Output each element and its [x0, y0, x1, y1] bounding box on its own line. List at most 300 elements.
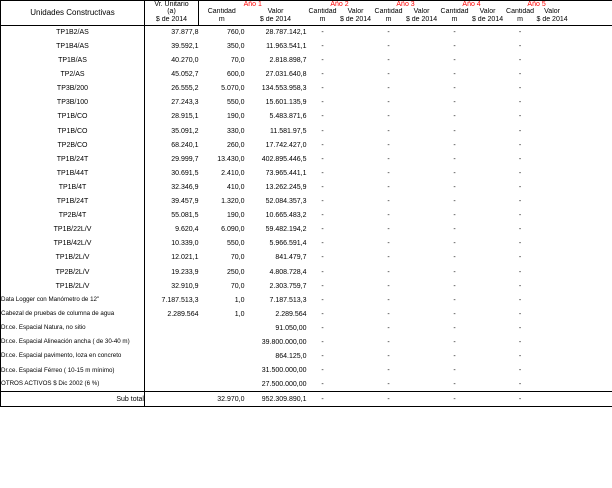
row-y2-valor: [339, 350, 373, 364]
row-unidad: TP1B/2L/V: [1, 251, 145, 265]
row-y3-cantidad: -: [387, 254, 390, 262]
row-y4-cantidad: -: [453, 367, 456, 375]
row-y2-valor: [339, 26, 373, 40]
row-y4-cantidad: -: [453, 71, 456, 79]
total-label: Sub total: [1, 392, 145, 407]
header-vr-unitario-line3: $ de 2014: [145, 16, 199, 23]
row-unidad: Dr.ce. Espacial Alineación ancha ( de 30-40 m): [1, 336, 145, 350]
row-y4-valor: [471, 209, 505, 223]
row-y2-cantidad: -: [321, 29, 324, 37]
row-y3-valor: [405, 265, 439, 279]
header-y2-unit: m: [319, 15, 326, 23]
row-vr-unitario: 55.081,5: [171, 212, 199, 220]
row-y5-valor: [536, 68, 569, 82]
row-y2-valor: [339, 322, 373, 336]
header-y4-unit: m: [451, 15, 458, 23]
table-row: [1, 138, 612, 152]
row-y3-valor: [405, 322, 439, 336]
row-y4-valor: [471, 265, 505, 279]
row-cantidad: 1.320,0: [221, 198, 245, 206]
row-y2-cantidad: -: [321, 85, 324, 93]
header-y5-unit: m: [517, 15, 523, 23]
table-row-extra: [1, 307, 612, 321]
row-y5-cantidad: -: [518, 43, 522, 50]
row-cantidad: 70,0: [230, 254, 245, 262]
row-y2-cantidad: -: [321, 268, 324, 276]
row-valor: 27.500.000,00: [261, 381, 307, 388]
table-row: [1, 251, 612, 265]
header-y4-cantidad: Cantidad: [440, 8, 469, 16]
row-spacer-1: [569, 195, 591, 209]
row-y3-valor: [405, 279, 439, 293]
row-y4-cantidad: -: [453, 324, 456, 332]
row-y5-cantidad: -: [518, 127, 522, 135]
row-y2-valor: [339, 152, 373, 166]
row-y5-valor: [536, 336, 569, 350]
table-total-row: [1, 392, 612, 407]
row-y3-cantidad: -: [387, 155, 390, 163]
row-y5-cantidad: -: [518, 113, 522, 121]
row-y4-cantidad: -: [453, 141, 456, 149]
row-spacer-1: [569, 138, 591, 152]
table-row-extra: [1, 336, 612, 350]
row-vr-unitario: 19.233,9: [171, 268, 199, 276]
row-y3-cantidad: -: [387, 113, 390, 121]
header-year-1: Año 1: [243, 1, 262, 8]
row-y5-cantidad: -: [518, 282, 522, 290]
row-spacer-1: [569, 223, 591, 237]
row-y5-cantidad: -: [518, 57, 522, 65]
row-y4-valor: [471, 96, 505, 110]
row-spacer-2: [591, 82, 612, 96]
row-vr-unitario: 7.187.513,3: [161, 296, 199, 304]
row-cantidad: 350,0: [226, 43, 245, 50]
row-y2-valor: [339, 209, 373, 223]
header-y2-cantidad: Cantidad: [308, 8, 337, 16]
row-y2-cantidad: -: [321, 310, 324, 318]
row-unidad: TP2B/2L/V: [1, 265, 145, 279]
total-spacer-1: [569, 392, 591, 407]
row-y5-cantidad: -: [518, 85, 522, 93]
row-y4-cantidad: -: [453, 212, 456, 220]
row-y4-cantidad: -: [453, 99, 456, 107]
row-valor: 39.800.000,00: [261, 338, 307, 346]
header-y4-currency: $ de 2014: [471, 15, 504, 23]
row-y5-cantidad: -: [518, 381, 522, 388]
row-vr-unitario: [145, 350, 199, 364]
row-y3-valor: [405, 293, 439, 307]
row-vr-unitario: 26.555,2: [171, 85, 199, 93]
total-cantidad: 32.970,0: [217, 395, 245, 403]
row-cantidad: 260,0: [226, 141, 245, 149]
row-spacer-1: [569, 322, 591, 336]
row-y2-cantidad: -: [321, 71, 324, 79]
row-y5-cantidad: -: [518, 367, 522, 375]
spacer-col-2: [591, 1, 612, 9]
row-cantidad: [199, 378, 245, 392]
row-y2-valor: [339, 110, 373, 124]
row-y4-valor: [471, 378, 505, 392]
row-y4-cantidad: -: [453, 282, 456, 290]
row-spacer-2: [591, 54, 612, 68]
row-cantidad: 250,0: [226, 268, 245, 276]
row-y2-valor: [339, 82, 373, 96]
row-y4-cantidad: -: [453, 353, 456, 361]
row-vr-unitario: [145, 378, 199, 392]
row-spacer-2: [591, 265, 612, 279]
row-y3-valor: [405, 251, 439, 265]
header-y1-currency: $ de 2014: [259, 15, 292, 23]
row-y3-cantidad: -: [387, 226, 390, 234]
row-valor: 11.963.541,1: [266, 43, 307, 50]
row-y3-valor: [405, 166, 439, 180]
table-row: [1, 96, 612, 110]
row-valor: 28.787.142,1: [265, 29, 307, 37]
row-cantidad: 2.410,0: [221, 169, 245, 177]
row-y5-cantidad: -: [518, 71, 522, 79]
row-valor: 2.289.564: [275, 310, 307, 318]
row-spacer-2: [591, 40, 612, 54]
row-spacer-1: [569, 54, 591, 68]
row-spacer-2: [591, 124, 612, 138]
row-y3-cantidad: -: [387, 183, 390, 191]
row-y3-cantidad: -: [387, 367, 390, 375]
row-y2-cantidad: -: [321, 57, 324, 65]
row-y4-valor: [471, 40, 505, 54]
row-valor: 31.500.000,00: [261, 367, 307, 375]
row-y3-cantidad: -: [387, 310, 390, 318]
row-vr-unitario: 37.877,8: [171, 29, 199, 37]
row-valor: 5.966.591,4: [269, 240, 307, 248]
header-y2-currency: $ de 2014: [339, 15, 372, 23]
row-spacer-1: [569, 152, 591, 166]
row-spacer-1: [569, 336, 591, 350]
row-unidad: TP3B/100: [1, 96, 145, 110]
row-y3-valor: [405, 110, 439, 124]
row-y3-cantidad: -: [387, 212, 390, 220]
row-unidad: OTROS ACTIVOS $ Dic 2002 (6 %): [1, 378, 145, 392]
table-row: [1, 124, 612, 138]
header-y1-unit: m: [218, 15, 225, 23]
row-spacer-1: [569, 68, 591, 82]
row-unidad: TP1B/22L/V: [1, 223, 145, 237]
row-vr-unitario: 10.339,0: [171, 240, 199, 248]
total-vr-unitario: [145, 392, 199, 407]
row-y2-cantidad: -: [321, 353, 324, 361]
row-y2-valor: [339, 195, 373, 209]
row-y2-cantidad: -: [321, 183, 324, 191]
row-cantidad: 6.090,0: [221, 226, 245, 234]
row-cantidad: 410,0: [226, 183, 245, 191]
row-unidad: TP1B/2L/V: [1, 279, 145, 293]
row-y5-valor: [536, 152, 569, 166]
table-row: [1, 195, 612, 209]
row-y4-valor: [471, 350, 505, 364]
row-valor: 17.742.427,0: [265, 141, 307, 149]
row-cantidad: 550,0: [226, 240, 245, 248]
row-unidad: TP1B/24T: [1, 195, 145, 209]
row-spacer-2: [591, 110, 612, 124]
row-unidad: Cabezal de pruebas de columna de agua: [1, 307, 145, 321]
row-y3-cantidad: -: [387, 282, 390, 290]
row-spacer-2: [591, 378, 612, 392]
row-y2-cantidad: -: [321, 43, 324, 50]
row-vr-unitario: 28.915,1: [171, 113, 199, 121]
row-y2-valor: [339, 251, 373, 265]
row-y3-cantidad: -: [387, 353, 390, 361]
row-y2-valor: [339, 307, 373, 321]
row-y5-valor: [536, 378, 569, 392]
spacer-col-4: [591, 8, 612, 15]
row-y4-valor: [471, 307, 505, 321]
row-y5-cantidad: -: [518, 353, 522, 361]
row-unidad: TP2B/4T: [1, 209, 145, 223]
row-spacer-1: [569, 378, 591, 392]
table-row: [1, 166, 612, 180]
row-y5-valor: [536, 265, 569, 279]
row-y3-cantidad: -: [387, 99, 390, 107]
row-y2-valor: [339, 364, 373, 378]
row-spacer-1: [569, 364, 591, 378]
row-y5-valor: [536, 181, 569, 195]
row-y4-cantidad: -: [453, 296, 456, 304]
row-y5-valor: [536, 96, 569, 110]
row-y3-valor: [405, 336, 439, 350]
row-valor: 2.818.898,7: [269, 57, 307, 65]
row-y2-cantidad: -: [321, 367, 324, 375]
spacer-col-5: [569, 16, 591, 23]
row-spacer-1: [569, 307, 591, 321]
row-vr-unitario: 2.289.564: [167, 310, 199, 318]
header-y3-unit: m: [385, 15, 392, 23]
row-unidad: TP1B/CO: [1, 110, 145, 124]
row-valor: 134.553.958,3: [261, 85, 307, 93]
header-year-5: Año 5: [527, 1, 546, 8]
row-y2-valor: [339, 166, 373, 180]
row-y4-cantidad: -: [453, 381, 456, 388]
row-unidad: TP2B/CO: [1, 138, 145, 152]
row-y4-valor: [471, 279, 505, 293]
row-spacer-2: [591, 138, 612, 152]
row-valor: 4.808.728,4: [269, 268, 307, 276]
row-y4-cantidad: -: [453, 268, 456, 276]
row-vr-unitario: 9.620,4: [175, 226, 199, 234]
table-row: [1, 209, 612, 223]
row-valor: 402.895.446,5: [261, 155, 307, 163]
table-row: [1, 26, 612, 40]
row-y5-valor: [536, 350, 569, 364]
row-y5-valor: [536, 237, 569, 251]
row-y2-cantidad: -: [321, 254, 324, 262]
header-y4-valor: Valor: [479, 8, 496, 16]
row-spacer-1: [569, 279, 591, 293]
row-spacer-2: [591, 26, 612, 40]
row-y2-cantidad: -: [321, 113, 324, 121]
row-valor: 73.965.441,1: [265, 169, 307, 177]
row-y3-cantidad: -: [387, 29, 390, 37]
row-y3-valor: [405, 181, 439, 195]
row-spacer-2: [591, 223, 612, 237]
row-y2-valor: [339, 279, 373, 293]
row-y4-cantidad: -: [453, 127, 456, 135]
row-unidad: Dr.ce. Espacial pavimento, loza en concreto: [1, 350, 145, 364]
row-vr-unitario: 39.592,1: [171, 43, 199, 50]
row-y3-valor: [405, 237, 439, 251]
row-y2-cantidad: -: [321, 226, 324, 234]
row-spacer-1: [569, 251, 591, 265]
row-unidad: Data Logger con Manómetro de 12": [1, 293, 145, 307]
row-y5-cantidad: -: [518, 198, 522, 206]
row-unidad: TP1B/AS: [1, 54, 145, 68]
row-y4-cantidad: -: [453, 198, 456, 206]
row-y3-valor: [405, 350, 439, 364]
row-cantidad: 13.430,0: [217, 155, 245, 163]
row-unidad: TP1B/24T: [1, 152, 145, 166]
row-y2-cantidad: -: [321, 240, 324, 248]
row-vr-unitario: 39.457,9: [171, 198, 199, 206]
row-spacer-2: [591, 336, 612, 350]
row-vr-unitario: [145, 322, 199, 336]
total-y3-valor: [405, 392, 439, 407]
row-cantidad: 5.070,0: [221, 85, 245, 93]
row-y3-valor: [405, 40, 439, 54]
row-y4-valor: [471, 110, 505, 124]
row-cantidad: 190,0: [226, 113, 245, 121]
row-valor: 841.479,7: [275, 254, 307, 262]
row-cantidad: [199, 350, 245, 364]
row-y5-valor: [536, 40, 569, 54]
row-y4-cantidad: -: [453, 338, 456, 346]
table-row: [1, 279, 612, 293]
row-y2-cantidad: -: [321, 296, 324, 304]
row-y3-cantidad: -: [387, 85, 390, 93]
row-y3-cantidad: -: [387, 71, 390, 79]
total-y2-cantidad: -: [321, 395, 324, 403]
row-valor: 5.483.871,6: [269, 113, 307, 121]
row-y4-cantidad: -: [453, 240, 456, 248]
total-y5-valor: [536, 392, 569, 407]
row-y5-cantidad: -: [518, 240, 522, 248]
row-y5-cantidad: -: [518, 226, 522, 234]
row-vr-unitario: 68.240,1: [171, 141, 199, 149]
row-y2-cantidad: -: [321, 141, 324, 149]
row-y3-valor: [405, 138, 439, 152]
row-y5-cantidad: -: [518, 324, 522, 332]
row-unidad: Dr.ce. Espacial Natura, no sitio: [1, 322, 145, 336]
row-cantidad: [199, 364, 245, 378]
row-spacer-1: [569, 265, 591, 279]
row-y5-valor: [536, 110, 569, 124]
row-y5-cantidad: -: [518, 268, 522, 276]
spacer-col-6: [591, 16, 612, 23]
row-valor: 59.482.194,2: [265, 226, 307, 234]
table-row-extra: [1, 322, 612, 336]
row-y4-valor: [471, 237, 505, 251]
row-y3-valor: [405, 152, 439, 166]
row-y4-valor: [471, 124, 505, 138]
header-y3-valor: Valor: [413, 8, 430, 16]
row-y5-valor: [536, 138, 569, 152]
row-y2-valor: [339, 181, 373, 195]
row-y4-valor: [471, 138, 505, 152]
row-spacer-2: [591, 96, 612, 110]
header-y1-cantidad: Cantidad: [207, 8, 236, 16]
row-y3-valor: [405, 209, 439, 223]
row-y4-valor: [471, 68, 505, 82]
row-cantidad: 330,0: [226, 127, 245, 135]
row-y2-cantidad: -: [321, 198, 324, 206]
row-cantidad: [199, 336, 245, 350]
row-y2-valor: [339, 336, 373, 350]
row-y3-cantidad: -: [387, 169, 390, 177]
total-y2-valor: [339, 392, 373, 407]
row-y4-valor: [471, 223, 505, 237]
table-row: [1, 223, 612, 237]
row-y3-cantidad: -: [387, 338, 390, 346]
row-spacer-2: [591, 350, 612, 364]
row-spacer-1: [569, 96, 591, 110]
row-valor: 10.665.483,2: [265, 212, 307, 220]
row-y5-cantidad: -: [518, 99, 522, 107]
row-y5-valor: [536, 364, 569, 378]
row-vr-unitario: 29.999,7: [171, 155, 199, 163]
row-y2-cantidad: -: [321, 282, 324, 290]
header-y3-currency: $ de 2014: [405, 15, 438, 23]
row-y3-cantidad: -: [387, 141, 390, 149]
row-y3-valor: [405, 26, 439, 40]
row-y2-cantidad: -: [321, 99, 324, 107]
total-y4-cantidad: -: [453, 395, 456, 403]
row-vr-unitario: 32.346,9: [171, 183, 199, 191]
table-row-extra: [1, 350, 612, 364]
row-valor: 15.601.135,9: [265, 99, 307, 107]
row-y3-valor: [405, 364, 439, 378]
row-y5-cantidad: -: [518, 310, 522, 318]
row-unidad: TP1B/4T: [1, 181, 145, 195]
header-year-3: Año 3: [396, 1, 415, 8]
row-y5-valor: [536, 209, 569, 223]
total-y3-cantidad: -: [387, 395, 390, 403]
row-y2-cantidad: -: [321, 381, 324, 388]
row-y5-valor: [536, 195, 569, 209]
table-row: [1, 82, 612, 96]
row-y5-valor: [536, 293, 569, 307]
table-row-extra: [1, 364, 612, 378]
row-cantidad: 190,0: [226, 212, 245, 220]
row-vr-unitario: [145, 364, 199, 378]
row-y5-valor: [536, 82, 569, 96]
header-year-2: Año 2: [330, 1, 349, 8]
row-y3-valor: [405, 54, 439, 68]
spacer-col-3: [569, 8, 591, 15]
row-y4-cantidad: -: [453, 226, 456, 234]
row-vr-unitario: 40.270,0: [171, 57, 199, 65]
row-y3-valor: [405, 223, 439, 237]
row-y3-cantidad: -: [387, 57, 390, 65]
row-vr-unitario: 35.091,2: [171, 127, 199, 135]
row-y5-cantidad: -: [518, 296, 522, 304]
row-spacer-1: [569, 209, 591, 223]
row-spacer-1: [569, 237, 591, 251]
header-vr-unitario-line1: Vr. Unitario: [145, 1, 199, 9]
row-y2-cantidad: -: [321, 212, 324, 220]
row-y5-valor: [536, 54, 569, 68]
row-spacer-2: [591, 181, 612, 195]
row-spacer-2: [591, 152, 612, 166]
table-row: [1, 181, 612, 195]
total-valor: 952.309.890,1: [261, 395, 307, 403]
row-y2-valor: [339, 293, 373, 307]
